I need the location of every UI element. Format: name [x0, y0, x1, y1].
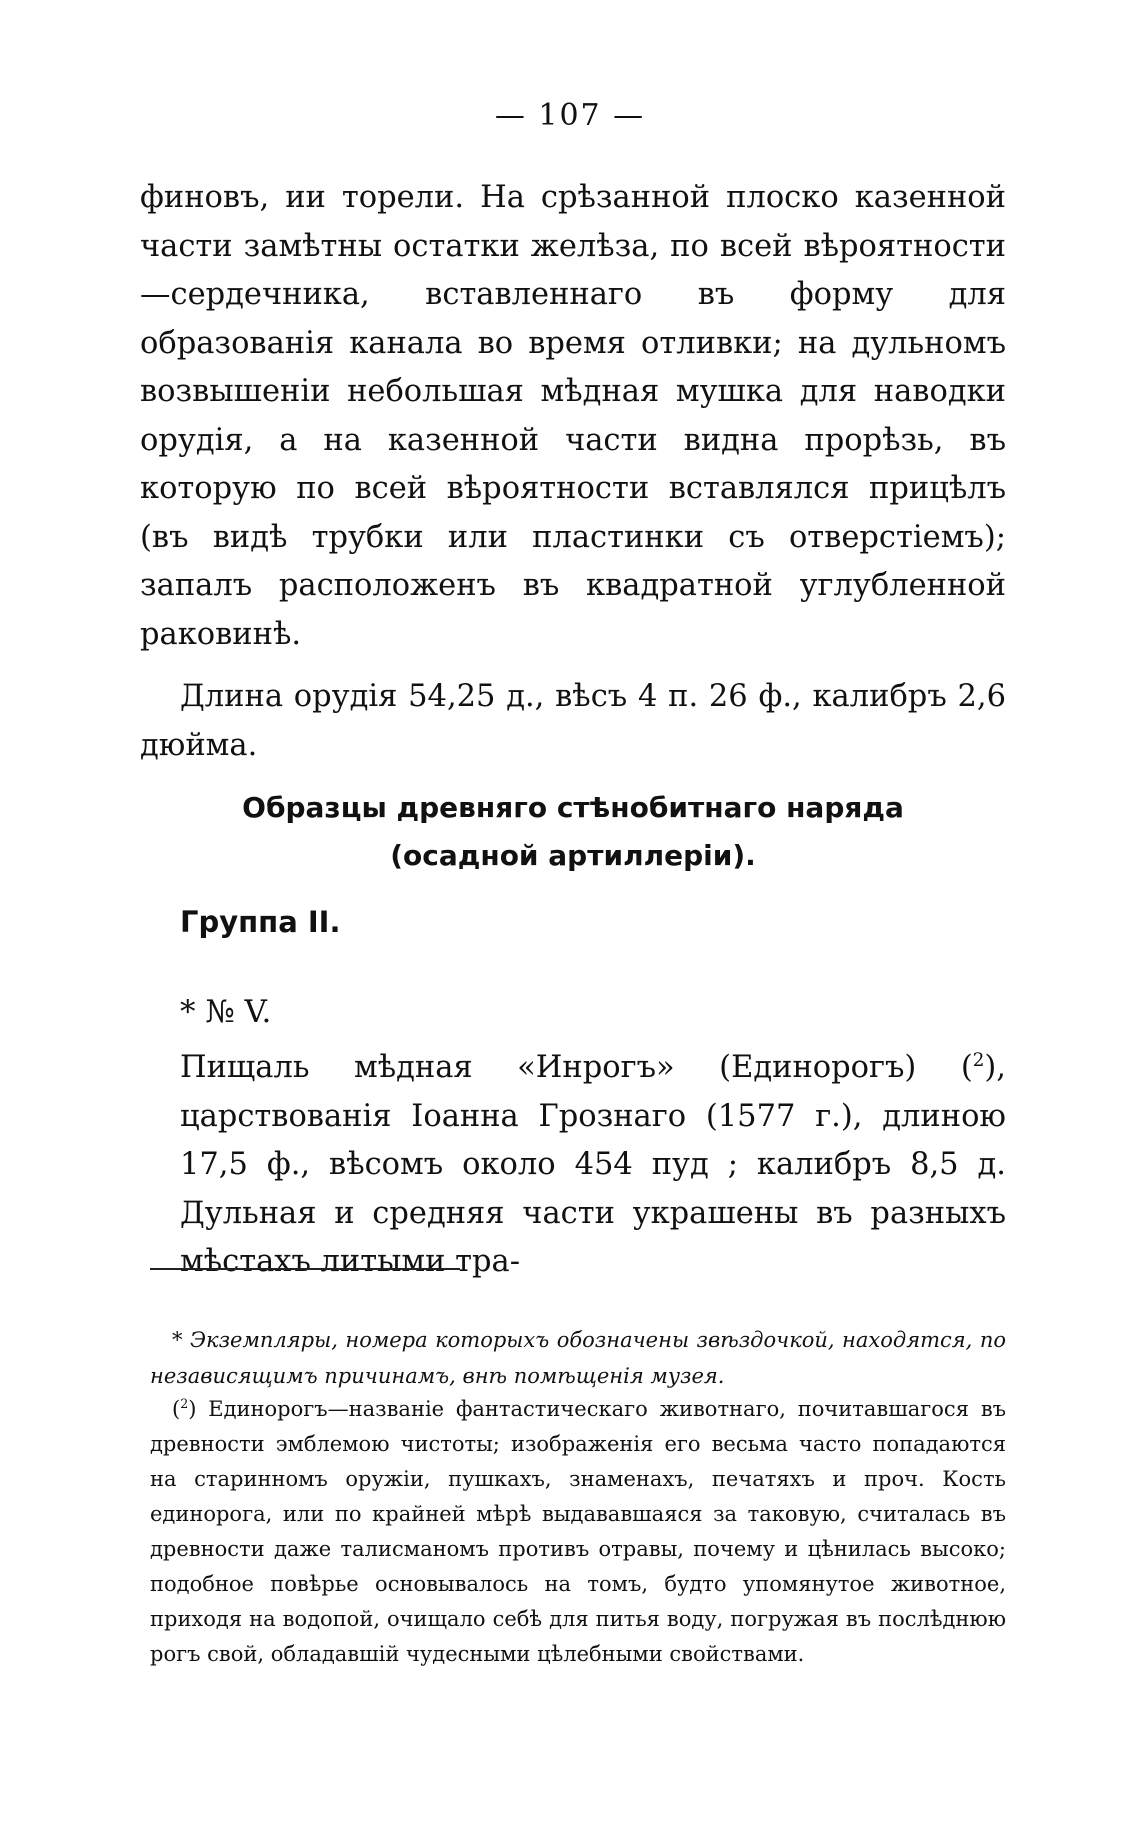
item-paragraph [180, 1044, 1006, 1287]
section-heading [140, 784, 1006, 880]
group-heading: Группа II. [180, 905, 341, 939]
item-text-rest: ), царствованія Іоанна Грознаго (1577 г.), длиною 17,5 ф., вѣсомъ около 454 пуд ; калибръ 8,5 д. Дульная и средняя части украшены въ разныхъ мѣстахъ литыми тра- [180, 1050, 1006, 1279]
page-number: — 107 — [494, 98, 646, 133]
footnote-2-open: ( [172, 1397, 181, 1421]
section-heading-line-2: (осадной артиллеріи). [390, 839, 756, 872]
item-description [180, 1044, 1006, 1287]
footnote-asterisk-text: * Экземпляры, номера которыхъ обозначены звѣздочкой, находятся, по независящимъ причинамъ, внѣ помѣщенія музея. [150, 1328, 1006, 1388]
footnote-ref: 2 [972, 1049, 985, 1071]
footnote-2-text [150, 1392, 1006, 1672]
dimensions-paragraph: Длина орудія 54,25 д., вѣсъ 4 п. 26 ф., калибръ 2,6 дюйма. [140, 679, 1006, 763]
footnote-divider [150, 1268, 460, 1270]
footnote-2-body: ) Единорогъ—названіе фантастическаго животнаго, почитавшагося въ древности эмблемою чистоты; изображенія его весьма часто попадаются на старинномъ оружіи, пушкахъ, знаменахъ, печатяхъ и проч. Кость единорога, или по крайней мѣрѣ выдававшаяся за таковую, считалась въ древности даже талисманомъ противъ отравы, почему и цѣнилась высоко; подобное повѣрье основывалось на томъ, будто упомянутое животное, приходя на водопой, очищало себѣ для питья воду, погружая въ послѣднюю рогъ свой, обладавшій чудесными цѣлебными свойствами. [150, 1397, 1006, 1666]
item-number: * № V. [180, 994, 272, 1030]
body-text [140, 174, 1006, 770]
item-text-start: Пищаль мѣдная «Инрогъ» (Единорогъ) ( [180, 1050, 973, 1085]
body-paragraph: финовъ, ии торели. На срѣзанной плоско казенной части замѣтны остатки желѣза, по всей вѣроятности—сердечника, вставленнаго въ форму для образованія канала во время отливки; на дульномъ возвышеніи небольшая мѣдная мушка для наводки орудія, а на казенной части видна прорѣзь, въ которую по всей вѣроятности вставлялся прицѣлъ (въ видѣ трубки или пластинки съ отверстіемъ); запалъ расположенъ въ квадратной углубленной раковинѣ. [140, 180, 1006, 652]
section-heading-line-1: Образцы древняго стѣнобитнаго наряда [242, 791, 904, 824]
footnote-asterisk [150, 1322, 1006, 1394]
footnote-2-ref: 2 [180, 1396, 189, 1411]
footnote-2 [150, 1392, 1006, 1672]
